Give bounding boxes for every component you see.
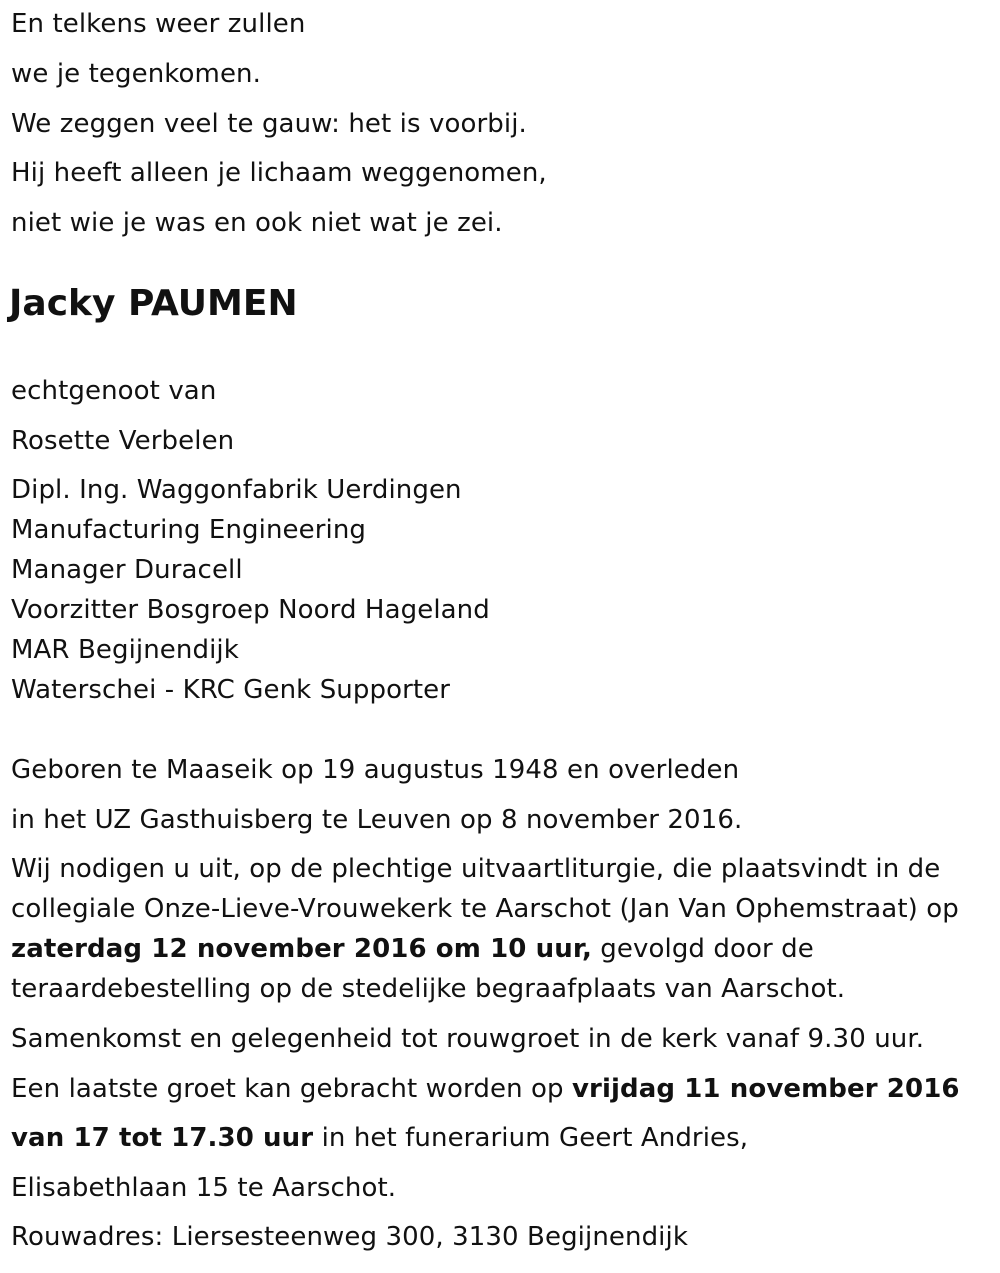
farewell-time: van 17 tot 17.30 uur (11, 1123, 314, 1153)
funeral-line-3-rest: gevolgd door de (591, 934, 814, 964)
poem-line-4: Hij heeft alleen je lichaam weggenomen, (11, 158, 547, 188)
birth-death-line-2: in het UZ Gasthuisberg te Leuven op 8 november 2016. (11, 805, 743, 835)
birth-death-line-1: Geboren te Maaseik op 19 augustus 1948 en overleden (11, 755, 740, 785)
deceased-name: Jacky PAUMEN (9, 283, 298, 324)
funeral-line-1: Wij nodigen u uit, op de plechtige uitvaartliturgie, die plaatsvindt in de (11, 854, 941, 884)
farewell-line-2-rest: in het funerarium Geert Andries, (313, 1123, 749, 1153)
funeral-line-3 (11, 933, 814, 965)
poem-line-3: We zeggen veel te gauw: het is voorbij. (11, 109, 527, 139)
farewell-date: vrijdag 11 november 2016 (572, 1074, 960, 1104)
farewell-line-3: Elisabethlaan 15 te Aarschot. (11, 1173, 397, 1203)
title-line-6: Waterschei - KRC Genk Supporter (11, 675, 451, 705)
funeral-line-4: teraardebestelling op de stedelijke begraafplaats van Aarschot. (11, 974, 846, 1004)
poem-line-5: niet wie je was en ook niet wat je zei. (11, 208, 503, 238)
relation-label: echtgenoot van (11, 376, 217, 406)
poem-line-2: we je tegenkomen. (11, 59, 261, 89)
farewell-line-1 (11, 1073, 960, 1105)
mourning-address: Rouwadres: Liersesteenweg 300, 3130 Begijnendijk (11, 1222, 688, 1252)
poem-line-1: En telkens weer zullen (11, 9, 306, 39)
funeral-line-2: collegiale Onze-Lieve-Vrouwekerk te Aarschot (Jan Van Ophemstraat) op (11, 894, 959, 924)
title-line-5: MAR Begijnendijk (11, 635, 239, 665)
farewell-line-2 (11, 1122, 748, 1154)
funeral-date-time: zaterdag 12 november 2016 om 10 uur, (11, 934, 592, 964)
title-line-4: Voorzitter Bosgroep Noord Hageland (11, 595, 490, 625)
title-line-1: Dipl. Ing. Waggonfabrik Uerdingen (11, 475, 462, 505)
farewell-line-1-start: Een laatste groet kan gebracht worden op (11, 1074, 572, 1104)
title-line-3: Manager Duracell (11, 555, 243, 585)
gathering-line: Samenkomst en gelegenheid tot rouwgroet in de kerk vanaf 9.30 uur. (11, 1024, 925, 1054)
title-line-2: Manufacturing Engineering (11, 515, 367, 545)
spouse-name: Rosette Verbelen (11, 426, 235, 456)
